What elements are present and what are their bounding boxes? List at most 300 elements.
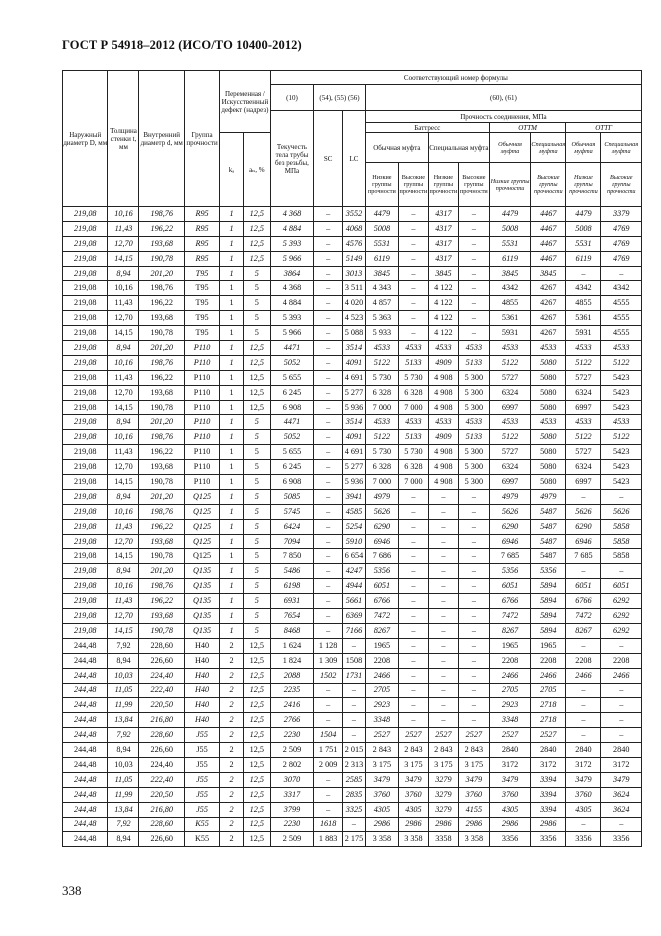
table-row: [63, 236, 642, 251]
table-cell: –: [458, 683, 489, 698]
table-cell: 12,5: [243, 832, 270, 847]
table-cell: –: [398, 221, 428, 236]
table-cell: 5008: [489, 221, 530, 236]
table-cell: 3325: [343, 802, 366, 817]
table-cell: J55: [184, 728, 219, 743]
table-cell: R95: [184, 251, 219, 266]
table-cell: 5 730: [398, 445, 428, 460]
table-cell: 3379: [601, 207, 642, 222]
table-cell: 3 175: [458, 757, 489, 772]
table-cell: 2 843: [398, 743, 428, 758]
table-cell: 4 691: [343, 445, 366, 460]
table-cell: 3941: [343, 489, 366, 504]
table-cell: –: [428, 489, 458, 504]
table-cell: 6 328: [365, 385, 398, 400]
table-cell: –: [314, 609, 343, 624]
table-cell: 4 122: [428, 326, 458, 341]
table-cell: 12,5: [243, 817, 270, 832]
table-cell: 5 300: [458, 385, 489, 400]
table-cell: 222,40: [139, 772, 184, 787]
table-cell: 6119: [489, 251, 530, 266]
table-cell: 198,76: [139, 355, 184, 370]
table-cell: 190,78: [139, 549, 184, 564]
table-cell: 12,70: [108, 460, 139, 475]
table-cell: 4533: [531, 415, 566, 430]
table-cell: –: [601, 728, 642, 743]
table-cell: 226,60: [139, 653, 184, 668]
table-cell: 219,08: [63, 609, 108, 624]
table-cell: 5894: [531, 579, 566, 594]
table-cell: 4155: [458, 802, 489, 817]
table-cell: T95: [184, 311, 219, 326]
table-cell: 219,08: [63, 460, 108, 475]
table-cell: 244,48: [63, 787, 108, 802]
table-cell: 10,16: [108, 207, 139, 222]
table-cell: 2766: [270, 713, 313, 728]
table-cell: –: [314, 489, 343, 504]
table-cell: 4091: [343, 430, 366, 445]
table-cell: 4467: [531, 221, 566, 236]
table-cell: 5727: [489, 370, 530, 385]
table-cell: 5487: [531, 534, 566, 549]
table-cell: 4909: [428, 355, 458, 370]
table-row: [63, 341, 642, 356]
table-cell: 4471: [270, 415, 313, 430]
table-cell: 3479: [566, 772, 601, 787]
table-cell: –: [566, 817, 601, 832]
table-cell: 5 393: [270, 236, 313, 251]
table-cell: 2: [220, 668, 244, 683]
table-cell: 12,5: [243, 728, 270, 743]
table-cell: 4 343: [365, 281, 398, 296]
table-cell: 4342: [489, 281, 530, 296]
table-cell: 3394: [531, 802, 566, 817]
table-cell: 1: [220, 311, 244, 326]
table-cell: 216,80: [139, 713, 184, 728]
table-cell: 3279: [428, 787, 458, 802]
table-cell: 4 908: [428, 475, 458, 490]
table-cell: 2986: [489, 817, 530, 832]
table-cell: 219,08: [63, 355, 108, 370]
table-row: [63, 251, 642, 266]
table-cell: 4 908: [428, 370, 458, 385]
table-cell: 12,5: [243, 638, 270, 653]
table-cell: 8,94: [108, 564, 139, 579]
table-cell: 219,08: [63, 504, 108, 519]
table-cell: 6 245: [270, 460, 313, 475]
table-row: [63, 579, 642, 594]
table-cell: Q135: [184, 623, 219, 638]
table-cell: –: [314, 698, 343, 713]
table-cell: 5423: [601, 445, 642, 460]
table-cell: 10,03: [108, 757, 139, 772]
buttress-regular-low: Низкие группы прочности: [365, 163, 398, 207]
table-cell: –: [314, 549, 343, 564]
table-cell: 8,94: [108, 266, 139, 281]
table-cell: 4769: [601, 236, 642, 251]
table-cell: 198,76: [139, 430, 184, 445]
table-cell: 7 685: [566, 549, 601, 564]
table-cell: 4305: [398, 802, 428, 817]
table-cell: –: [601, 817, 642, 832]
table-cell: 2718: [531, 698, 566, 713]
table-cell: 5 300: [458, 370, 489, 385]
table-cell: 12,5: [243, 802, 270, 817]
table-cell: –: [458, 326, 489, 341]
table-cell: 5931: [489, 326, 530, 341]
table-cell: 5052: [270, 430, 313, 445]
table-cell: 2 843: [458, 743, 489, 758]
formula-60: (60), (61): [365, 85, 641, 111]
table-cell: 1 309: [314, 653, 343, 668]
table-cell: 5487: [531, 504, 566, 519]
table-cell: 2705: [365, 683, 398, 698]
table-cell: 2: [220, 713, 244, 728]
table-cell: 4555: [601, 296, 642, 311]
table-cell: 4855: [489, 296, 530, 311]
table-cell: 5 300: [458, 445, 489, 460]
data-table: [62, 70, 642, 847]
col-strength-group: Группа прочности: [184, 71, 219, 207]
table-cell: 5: [243, 519, 270, 534]
table-row: [63, 728, 642, 743]
table-cell: 5356: [489, 564, 530, 579]
table-cell: 5080: [531, 475, 566, 490]
table-cell: –: [458, 668, 489, 683]
table-cell: 4769: [601, 221, 642, 236]
table-cell: –: [428, 609, 458, 624]
table-cell: 5080: [531, 430, 566, 445]
table-cell: 2466: [566, 668, 601, 683]
table-cell: 1965: [531, 638, 566, 653]
table-cell: –: [458, 594, 489, 609]
table-cell: 4267: [531, 311, 566, 326]
table-cell: 201,20: [139, 489, 184, 504]
table-cell: 193,68: [139, 460, 184, 475]
table-cell: –: [458, 638, 489, 653]
table-cell: 244,48: [63, 713, 108, 728]
table-cell: 228,60: [139, 638, 184, 653]
table-cell: 6 908: [270, 475, 313, 490]
table-cell: 2718: [531, 713, 566, 728]
table-cell: 2466: [489, 668, 530, 683]
table-cell: 196,22: [139, 519, 184, 534]
table-cell: –: [601, 713, 642, 728]
table-cell: –: [398, 564, 428, 579]
table-cell: 10,16: [108, 430, 139, 445]
table-cell: 3356: [566, 832, 601, 847]
table-cell: –: [601, 683, 642, 698]
table-cell: 4979: [365, 489, 398, 504]
table-cell: 4317: [428, 251, 458, 266]
table-row: [63, 296, 642, 311]
table-cell: 2466: [601, 668, 642, 683]
table-cell: 2208: [531, 653, 566, 668]
table-cell: 3070: [270, 772, 313, 787]
table-cell: –: [343, 817, 366, 832]
table-cell: 11,99: [108, 698, 139, 713]
table-cell: 5 655: [270, 445, 313, 460]
table-cell: 5: [243, 594, 270, 609]
table-cell: –: [314, 787, 343, 802]
table-row: [63, 534, 642, 549]
table-cell: 2466: [365, 668, 398, 683]
table-cell: –: [566, 564, 601, 579]
table-cell: 198,76: [139, 207, 184, 222]
table-cell: 244,48: [63, 802, 108, 817]
table-cell: –: [314, 519, 343, 534]
table-cell: P110: [184, 475, 219, 490]
table-cell: 8,94: [108, 341, 139, 356]
table-cell: –: [398, 489, 428, 504]
table-cell: H40: [184, 683, 219, 698]
ottg-low: Низкие группы прочности: [566, 163, 601, 207]
table-cell: –: [458, 311, 489, 326]
table-cell: 4247: [343, 564, 366, 579]
table-cell: 216,80: [139, 802, 184, 817]
table-cell: 4 122: [428, 296, 458, 311]
table-cell: 14,15: [108, 549, 139, 564]
table-row: [63, 415, 642, 430]
table-cell: 10,16: [108, 281, 139, 296]
table-cell: –: [601, 489, 642, 504]
table-cell: 201,20: [139, 415, 184, 430]
table-cell: 244,48: [63, 743, 108, 758]
table-cell: 3356: [601, 832, 642, 847]
table-cell: 219,08: [63, 326, 108, 341]
table-cell: 193,68: [139, 311, 184, 326]
table-cell: 1: [220, 549, 244, 564]
col-an: aₙ, %: [243, 133, 270, 207]
table-cell: 2705: [489, 683, 530, 698]
table-cell: –: [398, 713, 428, 728]
table-cell: 6119: [566, 251, 601, 266]
ottm-header: ОТТМ: [489, 123, 565, 133]
table-cell: 1: [220, 594, 244, 609]
table-cell: 6290: [489, 519, 530, 534]
table-cell: –: [458, 534, 489, 549]
table-cell: 244,48: [63, 757, 108, 772]
table-cell: 3760: [458, 787, 489, 802]
table-cell: 5: [243, 296, 270, 311]
formula-10: (10): [270, 85, 313, 111]
table-cell: H40: [184, 653, 219, 668]
table-cell: 1: [220, 519, 244, 534]
table-cell: 12,5: [243, 698, 270, 713]
table-cell: –: [428, 668, 458, 683]
table-cell: –: [601, 638, 642, 653]
table-row: [63, 713, 642, 728]
table-cell: 219,08: [63, 623, 108, 638]
table-cell: 5052: [270, 355, 313, 370]
table-cell: 12,70: [108, 534, 139, 549]
table-cell: 5122: [365, 355, 398, 370]
table-cell: 12,5: [243, 772, 270, 787]
table-cell: 1 624: [270, 638, 313, 653]
table-cell: 3624: [601, 802, 642, 817]
table-cell: 2: [220, 743, 244, 758]
table-cell: 5727: [566, 370, 601, 385]
col-ka: kₐ: [220, 133, 244, 207]
table-cell: 6997: [489, 400, 530, 415]
table-row: [63, 207, 642, 222]
table-cell: 1502: [314, 668, 343, 683]
col-yield: Текучесть тела трубы без резьбы, МПа: [270, 111, 313, 207]
table-cell: 219,08: [63, 415, 108, 430]
table-cell: 2088: [270, 668, 313, 683]
table-cell: –: [566, 489, 601, 504]
table-cell: 193,68: [139, 609, 184, 624]
table-cell: 5531: [489, 236, 530, 251]
table-cell: 4467: [531, 251, 566, 266]
table-cell: –: [458, 579, 489, 594]
table-cell: 7094: [270, 534, 313, 549]
table-cell: 3394: [531, 787, 566, 802]
table-cell: 5: [243, 623, 270, 638]
table-cell: J55: [184, 802, 219, 817]
table-cell: –: [314, 579, 343, 594]
table-cell: 5: [243, 609, 270, 624]
table-cell: –: [314, 772, 343, 787]
table-cell: 2208: [566, 653, 601, 668]
table-cell: 3479: [398, 772, 428, 787]
table-cell: 4533: [489, 415, 530, 430]
table-cell: 7 000: [398, 400, 428, 415]
table-cell: Q135: [184, 579, 219, 594]
buttress-header: Баттресс: [365, 123, 489, 133]
table-row: [63, 400, 642, 415]
table-cell: 5122: [365, 430, 398, 445]
table-cell: 5361: [489, 311, 530, 326]
table-cell: 3 175: [365, 757, 398, 772]
table-cell: 7 000: [365, 400, 398, 415]
table-cell: K55: [184, 817, 219, 832]
table-cell: P110: [184, 355, 219, 370]
table-cell: 4 020: [343, 296, 366, 311]
table-cell: 4 908: [428, 460, 458, 475]
table-cell: –: [314, 713, 343, 728]
table-row: [63, 787, 642, 802]
table-cell: 4267: [531, 326, 566, 341]
table-cell: 2 509: [270, 743, 313, 758]
table-cell: 2416: [270, 698, 313, 713]
table-cell: 8267: [365, 623, 398, 638]
table-cell: 1: [220, 251, 244, 266]
table-cell: 219,08: [63, 385, 108, 400]
table-cell: –: [314, 326, 343, 341]
table-cell: 5: [243, 475, 270, 490]
table-cell: –: [458, 281, 489, 296]
table-cell: –: [398, 653, 428, 668]
table-cell: 5: [243, 266, 270, 281]
table-cell: 11,43: [108, 445, 139, 460]
table-cell: 5356: [531, 564, 566, 579]
table-cell: 14,15: [108, 326, 139, 341]
table-cell: 5727: [566, 445, 601, 460]
table-cell: 3 511: [343, 281, 366, 296]
table-cell: 219,08: [63, 564, 108, 579]
table-cell: 244,48: [63, 817, 108, 832]
table-cell: –: [428, 653, 458, 668]
table-cell: –: [428, 594, 458, 609]
table-cell: 4 691: [343, 370, 366, 385]
table-cell: 1: [220, 609, 244, 624]
table-cell: 5 300: [458, 400, 489, 415]
table-cell: 13,84: [108, 802, 139, 817]
table-cell: –: [343, 698, 366, 713]
table-cell: 6292: [601, 623, 642, 638]
table-cell: 1 128: [314, 638, 343, 653]
table-cell: 1: [220, 207, 244, 222]
table-cell: 4909: [428, 430, 458, 445]
table-cell: 11,43: [108, 370, 139, 385]
table-cell: 3 175: [398, 757, 428, 772]
table-cell: 201,20: [139, 341, 184, 356]
table-cell: 4342: [601, 281, 642, 296]
table-cell: 5122: [601, 430, 642, 445]
table-cell: 219,08: [63, 221, 108, 236]
table-cell: 5: [243, 564, 270, 579]
table-cell: –: [314, 683, 343, 698]
table-cell: 12,5: [243, 757, 270, 772]
table-cell: 8,94: [108, 743, 139, 758]
table-cell: 3394: [531, 772, 566, 787]
table-cell: 190,78: [139, 326, 184, 341]
table-cell: 219,08: [63, 519, 108, 534]
table-cell: 4 857: [365, 296, 398, 311]
ottg-high: Высокие группы прочности: [601, 163, 642, 207]
table-cell: 201,20: [139, 266, 184, 281]
table-cell: Q125: [184, 534, 219, 549]
table-cell: 5894: [531, 623, 566, 638]
table-cell: J55: [184, 757, 219, 772]
table-cell: 6766: [566, 594, 601, 609]
table-cell: 5858: [601, 519, 642, 534]
table-cell: 2527: [428, 728, 458, 743]
table-cell: –: [458, 698, 489, 713]
table-cell: R95: [184, 207, 219, 222]
table-cell: 2466: [531, 668, 566, 683]
table-cell: 1731: [343, 668, 366, 683]
table-cell: 4068: [343, 221, 366, 236]
table-cell: 5361: [566, 311, 601, 326]
table-cell: 5 088: [343, 326, 366, 341]
table-cell: P110: [184, 400, 219, 415]
table-cell: 219,08: [63, 296, 108, 311]
ottg-special: Специальная муфта: [601, 133, 642, 163]
table-cell: 14,15: [108, 623, 139, 638]
table-cell: 219,08: [63, 207, 108, 222]
table-cell: 4585: [343, 504, 366, 519]
table-cell: 4533: [365, 341, 398, 356]
table-cell: 4267: [531, 296, 566, 311]
table-cell: –: [601, 266, 642, 281]
table-cell: 6766: [365, 594, 398, 609]
table-cell: 1: [220, 504, 244, 519]
table-cell: 6051: [489, 579, 530, 594]
table-cell: 1: [220, 489, 244, 504]
table-cell: 4533: [458, 415, 489, 430]
table-cell: –: [314, 385, 343, 400]
table-cell: 3479: [365, 772, 398, 787]
table-row: [63, 326, 642, 341]
table-cell: 5531: [365, 236, 398, 251]
table-cell: 4467: [531, 236, 566, 251]
table-cell: 2527: [398, 728, 428, 743]
table-cell: 8,94: [108, 415, 139, 430]
table-cell: 3624: [601, 787, 642, 802]
ottm-high: Высокие группы прочности: [531, 163, 566, 207]
